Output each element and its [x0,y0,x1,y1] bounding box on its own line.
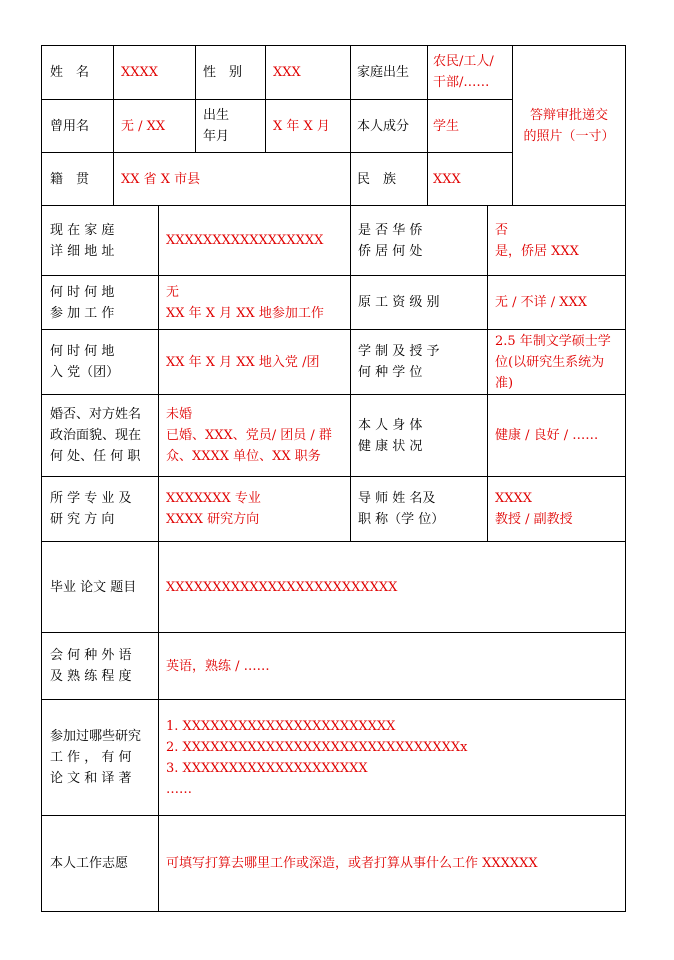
health-label: 本 人 身 体 健 康 状 况 [358,417,423,454]
list-item: 1. XXXXXXXXXXXXXXXXXXXXXXX [166,718,396,734]
language-label: 会 何 种 外 语 及 熟 练 程 度 [50,648,132,684]
family-origin-value: 农民/工人/ 干部/…… [433,54,494,90]
rule [113,45,114,205]
party-join-value: XX 年 X 月 XX 地入党 /团 [166,354,320,370]
degree-value: 2.5 年制文学硕士学 位(以研究生系统为 准) [495,333,611,391]
gender-label: 性 别 [203,64,243,80]
family-origin-label: 家庭出生 [357,64,410,80]
list-item: …… [166,781,192,797]
language-value: 英语，熟练 / …… [166,658,270,674]
supervisor-label: 导 师 姓 名及 职 称（学 位） [358,491,445,527]
ethnicity-label: 民 族 [357,171,397,187]
salary-label: 原 工 资 级 别 [358,295,440,310]
research-list [166,700,622,815]
name-value: XXXX [121,64,159,80]
personal-status-label: 本人成分 [357,118,410,134]
former-name-label: 曾用名 [50,118,90,134]
rule [158,205,159,911]
salary-value: 无 / 不详 / XXX [495,295,588,310]
work-start-value: 无 XX 年 X 月 XX 地参加工作 [166,284,324,321]
name-label: 姓 名 [50,64,90,80]
address-value: XXXXXXXXXXXXXXXXX [166,233,324,248]
marriage-value: 未婚 已婚、XXX、党员/ 团员 / 群 众、XXXX 单位、XX 职务 [166,407,332,464]
major-label: 所 学 专 业 及 研 究 方 向 [50,491,132,527]
ethnicity-value: XXX [433,171,461,187]
gender-value: XXX [273,64,301,80]
thesis-label: 毕业 论文 题目 [50,579,137,595]
birth-value: X 年 X 月 [273,118,330,134]
degree-label: 学 制 及 授 予 何 种 学 位 [358,344,440,380]
work-start-label: 何 时 何 地 参 加 工 作 [50,284,115,321]
rule [350,205,351,541]
career-label: 本人工作志愿 [50,856,129,871]
major-value: XXXXXXX 专业 XXXX 研究方向 [166,491,261,527]
research-label: 参加过哪些研究 工 作 ， 有 何 论 文 和 译 著 [50,729,142,786]
native-place-label: 籍 贯 [50,171,90,187]
list-item: 2. XXXXXXXXXXXXXXXXXXXXXXXXXXXXXXx [166,739,468,755]
career-value: 可填写打算去哪里工作或深造，或者打算从事什么工作 XXXXXX [166,856,538,871]
rule [195,45,196,152]
overseas-value: 否 是，侨居 XXX [495,222,579,259]
birth-label: 出生 年月 [203,108,230,144]
health-value: 健康 / 良好 / …… [495,428,599,443]
rule [265,45,266,152]
party-join-label: 何 时 何 地 入 党（团） [50,344,120,380]
thesis-value: XXXXXXXXXXXXXXXXXXXXXXXXX [166,579,398,595]
personal-status-value: 学生 [433,118,460,134]
list-item: 3. XXXXXXXXXXXXXXXXXXXX [166,760,368,776]
supervisor-value: XXXX 教授 / 副教授 [495,491,573,527]
table-border-bottom [41,911,626,912]
address-label: 现 在 家 庭 详 细 地 址 [50,222,115,259]
table-border-right [625,45,626,912]
table-border-left [41,45,42,912]
rule [487,205,488,541]
marriage-label: 婚否、对方姓名 政治面貌、现在 何 处、任 何 职 [50,407,142,464]
native-place-value: XX 省 X 市县 [121,171,201,187]
rule [427,45,428,205]
photo-placeholder: 答辩审批递交 的照片（一寸） [523,107,615,144]
former-name-value: 无 / XX [121,118,166,134]
rule [350,45,351,205]
overseas-label: 是 否 华 侨 侨 居 何 处 [358,222,423,259]
